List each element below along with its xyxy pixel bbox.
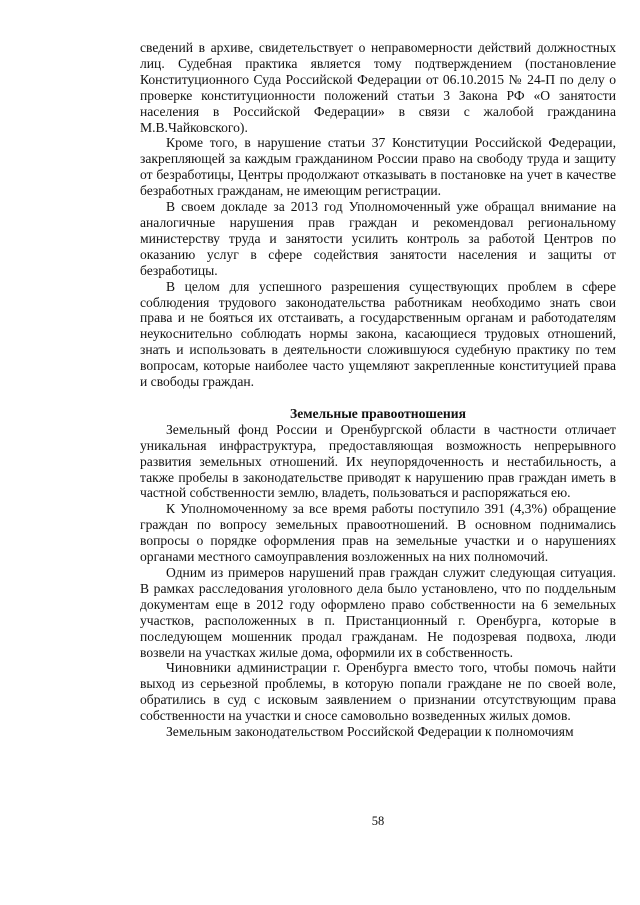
paragraph: Земельный фонд России и Оренбургской области в частности отличает уникальная инфраструктура, предоставляющая возможность непрерывного развития земельных отношений. Их неупорядоченность и нестабильность, а также пробелы в законодательстве приводят к нарушению прав граждан иметь в частной собственности землю, владеть, пользоваться и распоряжаться ею. xyxy=(140,421,616,501)
paragraph: Чиновники администрации г. Оренбурга вместо того, чтобы помочь найти выход из серьезной проблемы, в которую попали граждане не по своей воле, обратились в суд с исковым заявлением о признании отсутствующим права собственности на участки и сносе самовольно возведенных жилых домов. xyxy=(140,660,616,724)
page-number: 58 xyxy=(371,814,385,828)
paragraph: Одним из примеров нарушений прав граждан служит следующая ситуация. В рамках расследования уголовного дела было установлено, что по поддельным документам еще в 2012 году оформлено право собственности на 6 земельных участков, расположенных в п. Пристанционный г. Оренбурга, которые в последующем мошенник продал гражданам. Не подозревая подвоха, люди возвели на участках жилые дома, оформили их в собственность. xyxy=(140,565,616,660)
paragraph: Кроме того, в нарушение статьи 37 Конституции Российской Федерации, закрепляющей за каждым гражданином России право на свободу труда и защиту от безработицы, Центры продолжают отказывать в постановке на учет в качестве безработных гражданам, не имеющим регистрации. xyxy=(140,135,616,199)
document-body xyxy=(140,40,616,740)
paragraph-truncated: Земельным законодательством Российской Федерации к полномочиям xyxy=(166,724,574,740)
paragraph: В целом для успешного разрешения существующих проблем в сфере соблюдения трудового законодательства работникам необходимо знать свои права и не бояться их отстаивать, а государственным органам и работодателям неукоснительно соблюдать нормы закона, касающиеся трудовых отношений, знать и использовать в деятельности сложившуюся судебную практику по тем вопросам, которые наиболее часто ущемляют закрепленные конституцией права и свободы граждан. xyxy=(140,278,616,390)
paragraph: К Уполномоченному за все время работы поступило 391 (4,3%) обращение граждан по вопросу земельных правоотношений. В основном поднимались вопросы о порядке оформления прав на земельные участки и о нарушениях органами местного самоуправления возложенных на них полномочий. xyxy=(140,501,616,565)
paragraph-continuation: сведений в архиве, свидетельствует о неправомерности действий должностных лиц. Судебная практика является тому подтверждением (постановление Конституционного Суда Российской Федерации от 06.10.2015 № 24-П по делу о проверке конституционности положений статьи 3 Закона РФ «О занятости населения в Российской Федерации» в связи с жалобой гражданина М.В.Чайковского). xyxy=(140,40,616,135)
section-heading: Земельные правоотношения xyxy=(290,405,466,421)
paragraph: В своем докладе за 2013 год Уполномоченный уже обращал внимание на аналогичные нарушения прав граждан и рекомендовал региональному министерству труда и занятости усилить контроль за работой Центров по оказанию услуг в сфере содействия занятости населения и защиты от безработицы. xyxy=(140,199,616,278)
